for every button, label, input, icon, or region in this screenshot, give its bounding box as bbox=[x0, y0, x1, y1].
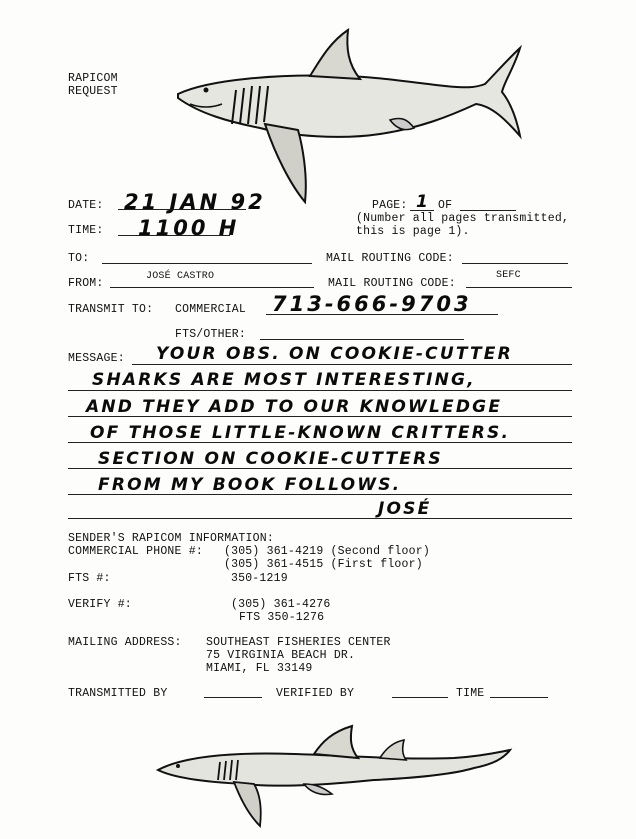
verify-label: VERIFY #: bbox=[68, 598, 132, 611]
fts-other-label: FTS/OTHER: bbox=[175, 328, 247, 341]
fts-other-field[interactable] bbox=[260, 339, 464, 340]
from-label: FROM: bbox=[68, 277, 104, 290]
footer-time-field[interactable] bbox=[490, 697, 548, 698]
from-routing-field[interactable] bbox=[466, 287, 572, 288]
message-line-2: SHARKS ARE MOST INTERESTING, bbox=[92, 370, 476, 390]
shark-illustration-top bbox=[170, 24, 530, 214]
form-title-line1: RAPICOM bbox=[68, 72, 118, 85]
from-field[interactable] bbox=[110, 287, 314, 288]
transmitted-by-field[interactable] bbox=[204, 697, 262, 698]
transmitted-by-label: TRANSMITTED BY bbox=[68, 687, 168, 700]
message-line-6: FROM MY BOOK FOLLOWS. bbox=[98, 475, 402, 495]
commercial-field[interactable] bbox=[266, 314, 498, 315]
page-value: 1 bbox=[416, 192, 431, 212]
to-label: TO: bbox=[68, 252, 90, 265]
of-label: OF bbox=[438, 199, 453, 212]
message-label: MESSAGE: bbox=[68, 352, 125, 365]
form-title-line2: REQUEST bbox=[68, 85, 118, 98]
from-value: JOSÉ CASTRO bbox=[146, 271, 215, 282]
from-routing-value: SEFC bbox=[496, 270, 521, 281]
commercial-label: COMMERCIAL bbox=[175, 303, 247, 316]
verify-value-1: (305) 361-4276 bbox=[231, 598, 331, 611]
fts-value: 350-1219 bbox=[231, 572, 288, 585]
transmit-label: TRANSMIT TO: bbox=[68, 303, 154, 316]
to-routing-field[interactable] bbox=[462, 263, 568, 264]
mail-routing-label-to: MAIL ROUTING CODE: bbox=[326, 252, 454, 265]
page-note-line1: (Number all pages transmitted, bbox=[356, 212, 570, 225]
message-signature: JOSÉ bbox=[378, 499, 432, 519]
verified-by-field[interactable] bbox=[392, 697, 448, 698]
mailing-address-label: MAILING ADDRESS: bbox=[68, 636, 182, 649]
footer-time-label: TIME bbox=[456, 687, 485, 700]
to-field[interactable] bbox=[102, 263, 312, 264]
sender-info-heading: SENDER'S RAPICOM INFORMATION: bbox=[68, 532, 274, 545]
page-label: PAGE: bbox=[372, 199, 408, 212]
shark-illustration-bottom bbox=[154, 722, 514, 832]
verify-value-2: FTS 350-1276 bbox=[239, 611, 325, 624]
message-line-5: SECTION ON COOKIE-CUTTERS bbox=[98, 449, 443, 469]
time-value: 1100 H bbox=[138, 216, 240, 240]
message-line-1: YOUR OBS. ON COOKIE-CUTTER bbox=[156, 344, 513, 364]
mail-routing-label-from: MAIL ROUTING CODE: bbox=[328, 277, 456, 290]
fts-label: FTS #: bbox=[68, 572, 111, 585]
date-label: DATE: bbox=[68, 199, 104, 212]
phone-2: (305) 361-4515 (First floor) bbox=[224, 558, 423, 571]
phone-1: (305) 361-4219 (Second floor) bbox=[224, 545, 430, 558]
verified-by-label: VERIFIED BY bbox=[276, 687, 355, 700]
message-line-3: AND THEY ADD TO OUR KNOWLEDGE bbox=[86, 397, 503, 417]
address-line-1: SOUTHEAST FISHERIES CENTER bbox=[206, 636, 391, 649]
message-line-4: OF THOSE LITTLE-KNOWN CRITTERS. bbox=[90, 423, 511, 443]
address-line-2: 75 VIRGINIA BEACH DR. bbox=[206, 649, 356, 662]
time-label: TIME: bbox=[68, 224, 104, 237]
date-value: 21 JAN 92 bbox=[124, 190, 266, 214]
commercial-value: 713-666-9703 bbox=[272, 292, 472, 316]
address-line-3: MIAMI, FL 33149 bbox=[206, 662, 313, 675]
commercial-phone-label: COMMERCIAL PHONE #: bbox=[68, 545, 203, 558]
page-note-line2: this is page 1). bbox=[356, 225, 470, 238]
